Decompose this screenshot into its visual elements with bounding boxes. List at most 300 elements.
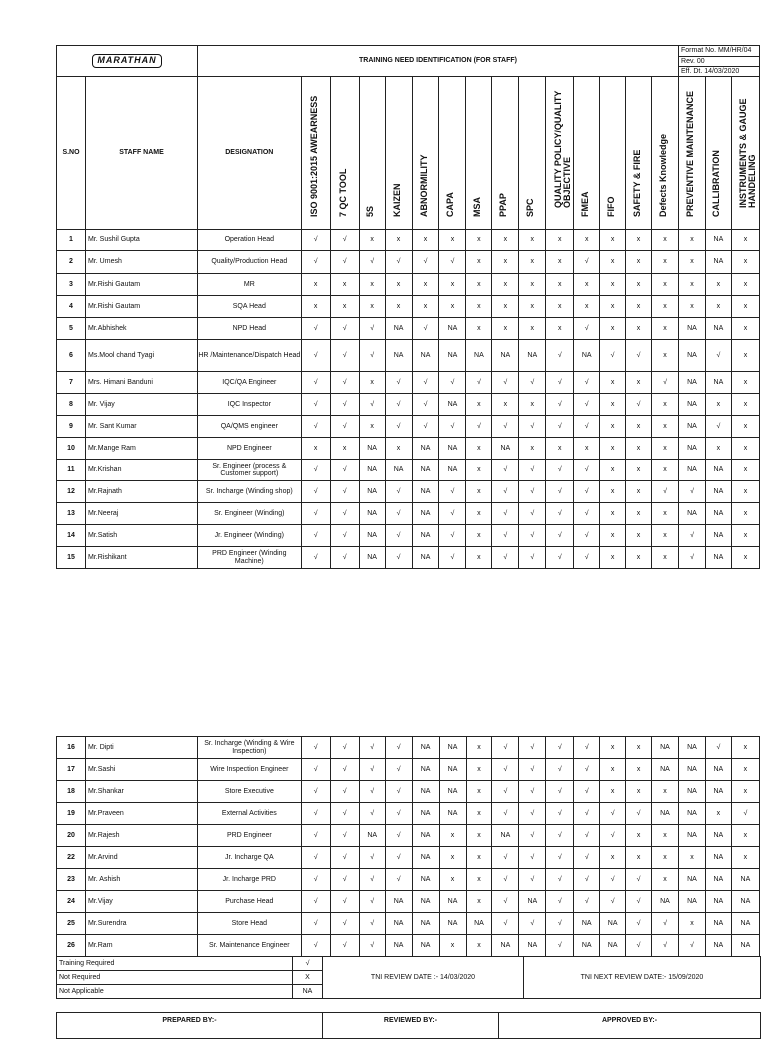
training-mark: x bbox=[626, 416, 652, 438]
training-mark: NA bbox=[412, 503, 439, 525]
training-mark: x bbox=[466, 394, 492, 416]
training-mark: NA bbox=[412, 869, 439, 891]
topic-label: FMEA bbox=[579, 191, 590, 217]
training-mark: x bbox=[731, 847, 759, 869]
serial-number: 2 bbox=[57, 251, 86, 274]
training-mark: x bbox=[439, 825, 466, 847]
training-mark: x bbox=[705, 274, 731, 296]
training-mark: x bbox=[626, 251, 652, 274]
training-mark: x bbox=[466, 869, 492, 891]
training-mark: √ bbox=[492, 525, 519, 547]
training-mark: NA bbox=[439, 913, 466, 935]
training-mark: √ bbox=[301, 525, 330, 547]
training-mark: x bbox=[651, 525, 678, 547]
designation: Sr. Engineer (Winding) bbox=[197, 503, 301, 525]
training-mark: x bbox=[466, 781, 492, 803]
training-mark: √ bbox=[301, 891, 330, 913]
tni-table-page1 bbox=[56, 45, 760, 569]
training-mark: x bbox=[359, 372, 385, 394]
training-mark: √ bbox=[301, 503, 330, 525]
training-mark: √ bbox=[546, 891, 574, 913]
col-topic bbox=[705, 77, 731, 230]
designation: NPD Head bbox=[197, 318, 301, 340]
training-mark: x bbox=[439, 296, 466, 318]
training-mark: √ bbox=[600, 869, 626, 891]
training-mark: x bbox=[651, 503, 678, 525]
serial-number: 17 bbox=[57, 759, 86, 781]
training-mark: NA bbox=[600, 935, 626, 957]
training-mark: x bbox=[705, 394, 731, 416]
training-mark: x bbox=[731, 394, 759, 416]
training-mark: √ bbox=[492, 737, 519, 759]
training-mark: √ bbox=[492, 847, 519, 869]
training-mark: x bbox=[731, 274, 759, 296]
col-topic bbox=[600, 77, 626, 230]
training-mark: NA bbox=[705, 547, 731, 569]
training-mark: √ bbox=[412, 394, 439, 416]
col-topic bbox=[731, 77, 759, 230]
training-mark: NA bbox=[519, 340, 546, 372]
training-mark: x bbox=[600, 525, 626, 547]
training-mark: x bbox=[600, 372, 626, 394]
training-mark: NA bbox=[678, 737, 705, 759]
training-mark: √ bbox=[301, 460, 330, 481]
designation: Sr. Incharge (Winding & Wire Inspection) bbox=[198, 737, 302, 759]
legend-label-not-applicable: Not Applicable bbox=[57, 985, 293, 999]
signature-table bbox=[56, 1012, 761, 1039]
training-mark: √ bbox=[385, 503, 412, 525]
designation: MR bbox=[197, 274, 301, 296]
training-mark: NA bbox=[574, 935, 600, 957]
training-mark: √ bbox=[678, 935, 705, 957]
training-mark: √ bbox=[574, 503, 600, 525]
training-mark: x bbox=[385, 230, 412, 251]
training-mark: NA bbox=[679, 340, 706, 372]
training-mark: √ bbox=[412, 318, 439, 340]
serial-number: 4 bbox=[57, 296, 86, 318]
training-mark: √ bbox=[412, 372, 439, 394]
training-mark: NA bbox=[359, 525, 385, 547]
training-mark: √ bbox=[330, 372, 359, 394]
col-designation: DESIGNATION bbox=[197, 77, 301, 230]
training-mark: √ bbox=[546, 913, 574, 935]
training-mark: √ bbox=[546, 416, 574, 438]
serial-number: 26 bbox=[57, 935, 86, 957]
training-mark: √ bbox=[546, 372, 574, 394]
training-mark: x bbox=[574, 438, 600, 460]
training-mark: √ bbox=[359, 935, 385, 957]
training-mark: NA bbox=[679, 416, 706, 438]
training-mark: √ bbox=[492, 481, 519, 503]
training-mark: x bbox=[679, 274, 706, 296]
training-mark: NA bbox=[574, 913, 600, 935]
training-mark: x bbox=[731, 503, 759, 525]
training-mark: √ bbox=[574, 847, 600, 869]
tni-review-date: TNI REVIEW DATE :- 14/03/2020 bbox=[323, 957, 524, 999]
designation: NPD Engineer bbox=[197, 438, 301, 460]
staff-name: Mr. Umesh bbox=[86, 251, 198, 274]
training-mark: NA bbox=[679, 438, 706, 460]
training-mark: √ bbox=[600, 803, 626, 825]
training-mark: NA bbox=[679, 394, 706, 416]
training-mark: NA bbox=[731, 913, 759, 935]
legend-symbol-required: √ bbox=[293, 957, 323, 971]
training-mark: √ bbox=[301, 847, 330, 869]
training-mark: x bbox=[731, 825, 759, 847]
staff-row bbox=[57, 525, 760, 547]
training-mark: x bbox=[492, 394, 519, 416]
training-mark: x bbox=[651, 438, 678, 460]
training-mark: √ bbox=[626, 803, 652, 825]
training-mark: √ bbox=[600, 825, 626, 847]
staff-row bbox=[57, 935, 760, 957]
training-mark: √ bbox=[492, 503, 519, 525]
training-mark: √ bbox=[330, 481, 359, 503]
training-mark: √ bbox=[574, 481, 600, 503]
training-mark: x bbox=[626, 525, 652, 547]
serial-number: 22 bbox=[57, 847, 86, 869]
designation: QA/QMS engineer bbox=[197, 416, 301, 438]
training-mark: x bbox=[330, 274, 359, 296]
col-topic bbox=[679, 77, 706, 230]
training-mark: √ bbox=[546, 803, 574, 825]
topic-label: SAFETY & FIRE bbox=[631, 149, 642, 217]
training-mark: √ bbox=[439, 503, 466, 525]
staff-row bbox=[57, 481, 760, 503]
legend-review-table bbox=[56, 956, 761, 999]
training-mark: √ bbox=[330, 460, 359, 481]
staff-name: Mr.Neeraj bbox=[86, 503, 198, 525]
training-mark: NA bbox=[412, 481, 439, 503]
training-mark: x bbox=[466, 737, 492, 759]
training-mark: √ bbox=[574, 251, 600, 274]
training-mark: x bbox=[600, 438, 626, 460]
training-mark: x bbox=[626, 759, 652, 781]
training-mark: √ bbox=[679, 547, 706, 569]
staff-name: Mr.Abhishek bbox=[86, 318, 198, 340]
training-mark: NA bbox=[705, 825, 731, 847]
serial-number: 15 bbox=[57, 547, 86, 569]
training-mark: NA bbox=[705, 230, 731, 251]
prepared-by: PREPARED BY:- bbox=[57, 1013, 323, 1039]
training-mark: x bbox=[600, 847, 626, 869]
training-mark: √ bbox=[574, 460, 600, 481]
training-mark: √ bbox=[330, 251, 359, 274]
training-mark: √ bbox=[301, 913, 330, 935]
training-mark: x bbox=[626, 296, 652, 318]
topic-label: Defects Knowledge bbox=[657, 133, 668, 217]
training-mark: √ bbox=[574, 525, 600, 547]
training-mark: √ bbox=[301, 803, 330, 825]
training-mark: x bbox=[301, 438, 330, 460]
training-mark: √ bbox=[574, 803, 600, 825]
training-mark: √ bbox=[301, 318, 330, 340]
serial-number: 24 bbox=[57, 891, 86, 913]
topic-label: CAPA bbox=[445, 192, 456, 217]
training-mark: x bbox=[466, 251, 492, 274]
training-mark: x bbox=[626, 825, 652, 847]
staff-row bbox=[57, 825, 760, 847]
training-mark: √ bbox=[546, 481, 574, 503]
training-mark: NA bbox=[731, 869, 759, 891]
training-mark: NA bbox=[439, 737, 466, 759]
training-mark: NA bbox=[359, 503, 385, 525]
training-mark: NA bbox=[679, 460, 706, 481]
training-mark: √ bbox=[359, 318, 385, 340]
training-mark: x bbox=[519, 251, 546, 274]
col-topic bbox=[330, 77, 359, 230]
training-mark: NA bbox=[439, 318, 466, 340]
training-mark: x bbox=[466, 438, 492, 460]
training-mark: √ bbox=[652, 935, 679, 957]
staff-name: Mr.Arvind bbox=[86, 847, 198, 869]
training-mark: x bbox=[705, 296, 731, 318]
training-mark: x bbox=[492, 251, 519, 274]
training-mark: √ bbox=[626, 394, 652, 416]
serial-number: 1 bbox=[57, 230, 86, 251]
training-mark: √ bbox=[492, 547, 519, 569]
training-mark: √ bbox=[519, 525, 546, 547]
training-mark: x bbox=[600, 503, 626, 525]
staff-row bbox=[57, 394, 760, 416]
format-number: Format No. MM/HR/04 bbox=[679, 46, 760, 57]
training-mark: √ bbox=[330, 913, 359, 935]
staff-row bbox=[57, 803, 760, 825]
training-mark: √ bbox=[574, 891, 600, 913]
topic-label: FIFO bbox=[605, 196, 616, 217]
training-mark: x bbox=[600, 318, 626, 340]
training-mark: √ bbox=[359, 913, 385, 935]
training-mark: NA bbox=[679, 503, 706, 525]
training-mark: √ bbox=[519, 759, 546, 781]
training-mark: √ bbox=[546, 503, 574, 525]
training-mark: NA bbox=[519, 891, 546, 913]
serial-number: 13 bbox=[57, 503, 86, 525]
training-mark: NA bbox=[412, 803, 439, 825]
training-mark: NA bbox=[439, 438, 466, 460]
training-mark: √ bbox=[492, 460, 519, 481]
training-mark: x bbox=[651, 416, 678, 438]
legend-label-not-required: Not Required bbox=[57, 971, 293, 985]
training-mark: √ bbox=[385, 547, 412, 569]
training-mark: √ bbox=[359, 340, 385, 372]
staff-name: Mr.Rishi Gautam bbox=[86, 274, 198, 296]
training-mark: x bbox=[600, 274, 626, 296]
training-mark: NA bbox=[705, 372, 731, 394]
training-mark: x bbox=[466, 547, 492, 569]
staff-row bbox=[57, 759, 760, 781]
training-mark: √ bbox=[301, 869, 330, 891]
training-mark: √ bbox=[546, 737, 574, 759]
staff-name: Mr.Sashi bbox=[86, 759, 198, 781]
staff-row bbox=[57, 503, 760, 525]
designation: Sr. Incharge (Winding shop) bbox=[197, 481, 301, 503]
training-mark: x bbox=[492, 230, 519, 251]
staff-row bbox=[57, 737, 760, 759]
training-mark: √ bbox=[546, 847, 574, 869]
col-topic bbox=[626, 77, 652, 230]
training-mark: √ bbox=[466, 416, 492, 438]
col-staff-name: STAFF NAME bbox=[86, 77, 198, 230]
training-mark: √ bbox=[600, 891, 626, 913]
serial-number: 7 bbox=[57, 372, 86, 394]
training-mark: √ bbox=[439, 416, 466, 438]
training-mark: NA bbox=[412, 847, 439, 869]
reviewed-by: REVIEWED BY:- bbox=[323, 1013, 499, 1039]
serial-number: 20 bbox=[57, 825, 86, 847]
training-mark: NA bbox=[705, 847, 731, 869]
training-mark: √ bbox=[519, 781, 546, 803]
training-mark: √ bbox=[652, 913, 679, 935]
designation: IQC/QA Engineer bbox=[197, 372, 301, 394]
training-mark: √ bbox=[439, 251, 466, 274]
serial-number: 18 bbox=[57, 781, 86, 803]
staff-name: Mr.Praveen bbox=[86, 803, 198, 825]
training-mark: NA bbox=[359, 438, 385, 460]
training-mark: √ bbox=[546, 394, 574, 416]
training-mark: x bbox=[651, 318, 678, 340]
training-mark: x bbox=[626, 438, 652, 460]
training-mark: x bbox=[519, 274, 546, 296]
serial-number: 25 bbox=[57, 913, 86, 935]
training-mark: x bbox=[626, 847, 652, 869]
col-topic bbox=[359, 77, 385, 230]
training-mark: √ bbox=[519, 481, 546, 503]
training-mark: √ bbox=[574, 372, 600, 394]
training-mark: x bbox=[626, 372, 652, 394]
training-mark: x bbox=[731, 481, 759, 503]
training-mark: NA bbox=[705, 503, 731, 525]
training-mark: x bbox=[492, 296, 519, 318]
training-mark: √ bbox=[492, 781, 519, 803]
training-mark: x bbox=[546, 274, 574, 296]
training-mark: √ bbox=[330, 503, 359, 525]
staff-row bbox=[57, 230, 760, 251]
training-mark: x bbox=[626, 230, 652, 251]
training-mark: √ bbox=[705, 737, 731, 759]
training-mark: √ bbox=[385, 416, 412, 438]
training-mark: √ bbox=[385, 847, 412, 869]
designation: Operation Head bbox=[197, 230, 301, 251]
col-topic bbox=[519, 77, 546, 230]
training-mark: x bbox=[519, 438, 546, 460]
training-mark: NA bbox=[705, 913, 731, 935]
training-mark: √ bbox=[492, 869, 519, 891]
training-mark: √ bbox=[330, 230, 359, 251]
topic-label: KAIZEN bbox=[391, 183, 402, 217]
serial-number: 9 bbox=[57, 416, 86, 438]
training-mark: x bbox=[626, 781, 652, 803]
effective-date: Eff. Dt. 14/03/2020 bbox=[679, 67, 760, 77]
training-mark: NA bbox=[652, 737, 679, 759]
training-mark: NA bbox=[705, 781, 731, 803]
training-mark: √ bbox=[546, 340, 574, 372]
training-mark: x bbox=[731, 318, 759, 340]
training-mark: x bbox=[651, 394, 678, 416]
training-mark: NA bbox=[412, 460, 439, 481]
col-topic bbox=[301, 77, 330, 230]
training-mark: NA bbox=[412, 759, 439, 781]
training-mark: √ bbox=[546, 460, 574, 481]
training-mark: x bbox=[626, 318, 652, 340]
staff-name: Mr.Rishi Gautam bbox=[86, 296, 198, 318]
training-mark: NA bbox=[385, 891, 412, 913]
training-mark: √ bbox=[359, 251, 385, 274]
training-mark: √ bbox=[330, 825, 359, 847]
training-mark: x bbox=[731, 340, 759, 372]
training-mark: √ bbox=[330, 935, 359, 957]
staff-name: Mr.Rishikant bbox=[86, 547, 198, 569]
staff-row bbox=[57, 372, 760, 394]
training-mark: √ bbox=[301, 340, 330, 372]
training-mark: x bbox=[600, 737, 626, 759]
serial-number: 11 bbox=[57, 460, 86, 481]
training-mark: NA bbox=[412, 547, 439, 569]
training-mark: x bbox=[574, 274, 600, 296]
training-mark: x bbox=[652, 869, 679, 891]
staff-row bbox=[57, 913, 760, 935]
designation: HR /Maintenance/Dispatch Head bbox=[197, 340, 301, 372]
training-mark: x bbox=[439, 274, 466, 296]
serial-number: 10 bbox=[57, 438, 86, 460]
training-mark: √ bbox=[492, 759, 519, 781]
training-mark: x bbox=[412, 274, 439, 296]
training-mark: NA bbox=[439, 803, 466, 825]
training-mark: x bbox=[466, 503, 492, 525]
training-mark: x bbox=[546, 230, 574, 251]
training-mark: NA bbox=[412, 913, 439, 935]
training-mark: x bbox=[652, 781, 679, 803]
training-mark: NA bbox=[412, 825, 439, 847]
serial-number: 5 bbox=[57, 318, 86, 340]
topic-label: MSA bbox=[471, 197, 482, 217]
staff-name: Mr. Dipti bbox=[86, 737, 198, 759]
training-mark: x bbox=[412, 296, 439, 318]
training-mark: √ bbox=[546, 825, 574, 847]
training-mark: √ bbox=[359, 869, 385, 891]
training-mark: NA bbox=[705, 759, 731, 781]
training-mark: x bbox=[626, 274, 652, 296]
training-mark: √ bbox=[330, 737, 359, 759]
serial-number: 23 bbox=[57, 869, 86, 891]
training-mark: x bbox=[651, 274, 678, 296]
training-mark: x bbox=[439, 847, 466, 869]
training-mark: NA bbox=[359, 825, 385, 847]
training-mark: √ bbox=[574, 547, 600, 569]
training-mark: x bbox=[466, 525, 492, 547]
training-mark: √ bbox=[385, 251, 412, 274]
training-mark: NA bbox=[412, 781, 439, 803]
training-mark: x bbox=[385, 438, 412, 460]
topic-label: 7 QC TOOL bbox=[337, 168, 348, 217]
training-mark: x bbox=[439, 230, 466, 251]
training-mark: x bbox=[731, 737, 759, 759]
training-mark: √ bbox=[519, 869, 546, 891]
staff-name: Mr.Shankar bbox=[86, 781, 198, 803]
training-mark: √ bbox=[330, 525, 359, 547]
training-mark: √ bbox=[385, 825, 412, 847]
training-mark: x bbox=[652, 825, 679, 847]
training-mark: NA bbox=[678, 803, 705, 825]
staff-name: Mrs. Himani Banduni bbox=[86, 372, 198, 394]
training-mark: x bbox=[731, 460, 759, 481]
training-mark: x bbox=[359, 416, 385, 438]
training-mark: NA bbox=[678, 781, 705, 803]
serial-number: 12 bbox=[57, 481, 86, 503]
staff-name: Mr. Vijay bbox=[86, 394, 198, 416]
topic-label: INSTRUMENTS & GAUGE HANDELING bbox=[738, 98, 758, 208]
staff-name: Mr.Mange Ram bbox=[86, 438, 198, 460]
